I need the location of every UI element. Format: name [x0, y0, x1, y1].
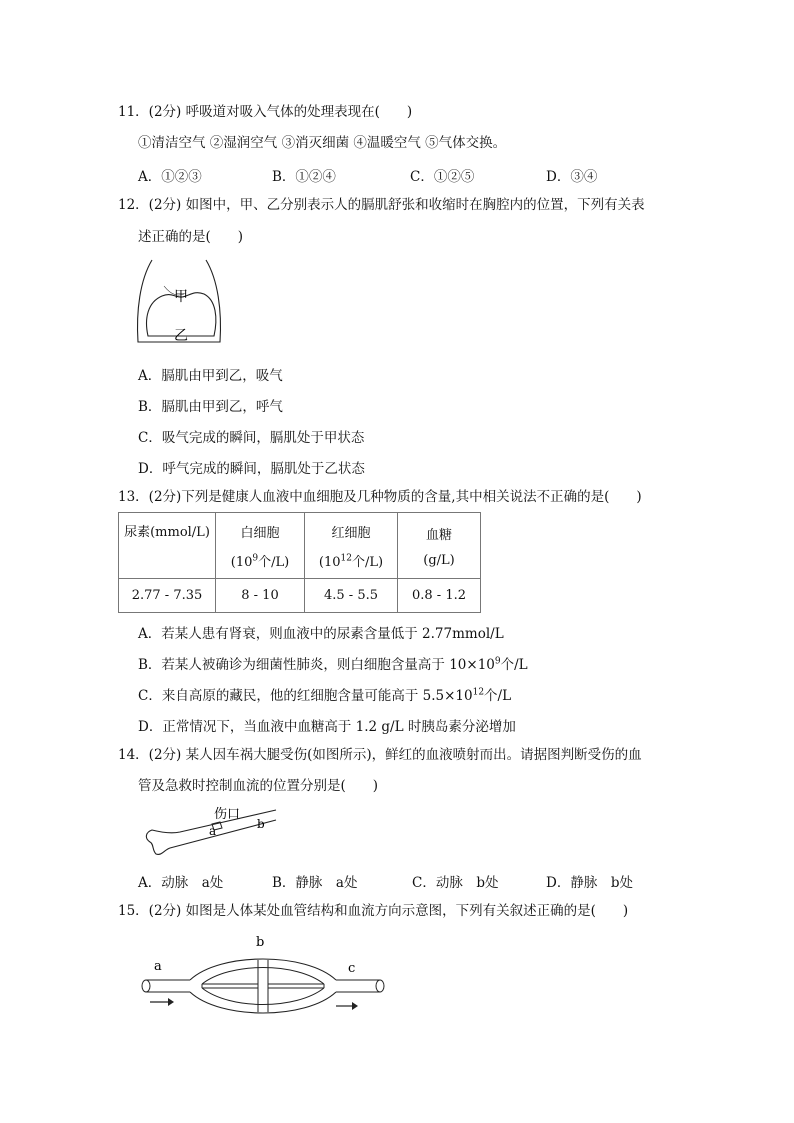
q12-stem-line2: 述正确的是( ) — [138, 229, 244, 245]
value-rbc: 4.5 - 5.5 — [305, 579, 398, 613]
q12-option-a[interactable]: A．膈肌由甲到乙，吸气 — [138, 368, 283, 384]
q12-option-c[interactable]: C．吸气完成的瞬间，膈肌处于甲状态 — [138, 430, 365, 446]
q11-option-d[interactable]: D．③④ — [546, 169, 598, 185]
diaphragm-figure — [134, 256, 224, 348]
q11-option-b[interactable]: B．①②④ — [272, 169, 336, 185]
q13-option-b[interactable]: B．若某人被确诊为细菌性肺炎，则白细胞含量高于 $10\times 10^9$个/L — [138, 656, 528, 673]
label-c: c — [348, 961, 356, 976]
q14-stem-line2: 管及急救时控制血流的位置分别是( ) — [138, 778, 379, 794]
header-urea: 尿素(mmol/L) — [119, 513, 216, 579]
q13-option-a[interactable]: A．若某人患有肾衰，则血液中的尿素含量低于 2.77mmol/L — [138, 626, 504, 642]
capillary-figure — [140, 932, 390, 1014]
q13-stem: 13．(2分)下列是健康人血液中血细胞及几种物质的含量,其中相关说法不正确的是( ) — [118, 489, 642, 505]
value-wbc: 8 - 10 — [216, 579, 305, 613]
value-urea: 2.77 - 7.35 — [119, 579, 216, 613]
q11-items: ①清洁空气 ②湿润空气 ③消灭细菌 ④温暖空气 ⑤气体交换。 — [138, 135, 507, 151]
q14-stem-line1: 14．(2分) 某人因车祸大腿受伤(如图所示)，鲜红的血液喷射而出。请据图判断受伤的血 — [118, 747, 642, 763]
label-wound: 伤口 — [214, 807, 241, 822]
leg-figure — [140, 802, 290, 862]
q14-option-d[interactable]: D．静脉 b处 — [546, 875, 633, 891]
header-wbc: 白细胞 ($10^9$个/L) — [216, 513, 305, 579]
label-a: a — [209, 824, 217, 838]
q15-stem: 15．(2分) 如图是人体某处血管结构和血流方向示意图，下列有关叙述正确的是( ) — [118, 903, 629, 919]
q11-option-a[interactable]: A．①②③ — [138, 169, 202, 185]
label-b: b — [257, 817, 265, 831]
q12-option-b[interactable]: B．膈肌由甲到乙，呼气 — [138, 399, 283, 415]
q12-option-d[interactable]: D．呼气完成的瞬间，膈肌处于乙状态 — [138, 461, 365, 477]
header-glucose: 血糖 (g/L) — [398, 513, 481, 579]
blood-table — [118, 512, 481, 613]
q11-stem: 11．(2分) 呼吸道对吸入气体的处理表现在( ) — [118, 104, 413, 120]
q11-option-c[interactable]: C．①②⑤ — [410, 169, 475, 185]
header-rbc: 红细胞 ($10^{12}$个/L) — [305, 513, 398, 579]
q13-option-c[interactable]: C．来自高原的藏民，他的红细胞含量可能高于 $5.5\times 10^{12}$个/L — [138, 687, 512, 704]
q12-stem-line1: 12．(2分) 如图中，甲、乙分别表示人的膈肌舒张和收缩时在胸腔内的位置，下列有关表 — [118, 197, 645, 213]
label-yi: 乙 — [174, 328, 188, 344]
q14-option-c[interactable]: C．动脉 b处 — [412, 875, 499, 891]
q14-option-b[interactable]: B．静脉 a处 — [272, 875, 358, 891]
label-jia: 甲 — [174, 289, 188, 305]
q14-option-a[interactable]: A．动脉 a处 — [138, 875, 224, 891]
q13-option-d[interactable]: D．正常情况下，当血液中血糖高于 1.2 g/L 时胰岛素分泌增加 — [138, 719, 516, 735]
value-glucose: 0.8 - 1.2 — [398, 579, 481, 613]
label-a: a — [154, 959, 162, 974]
label-b: b — [256, 935, 265, 950]
